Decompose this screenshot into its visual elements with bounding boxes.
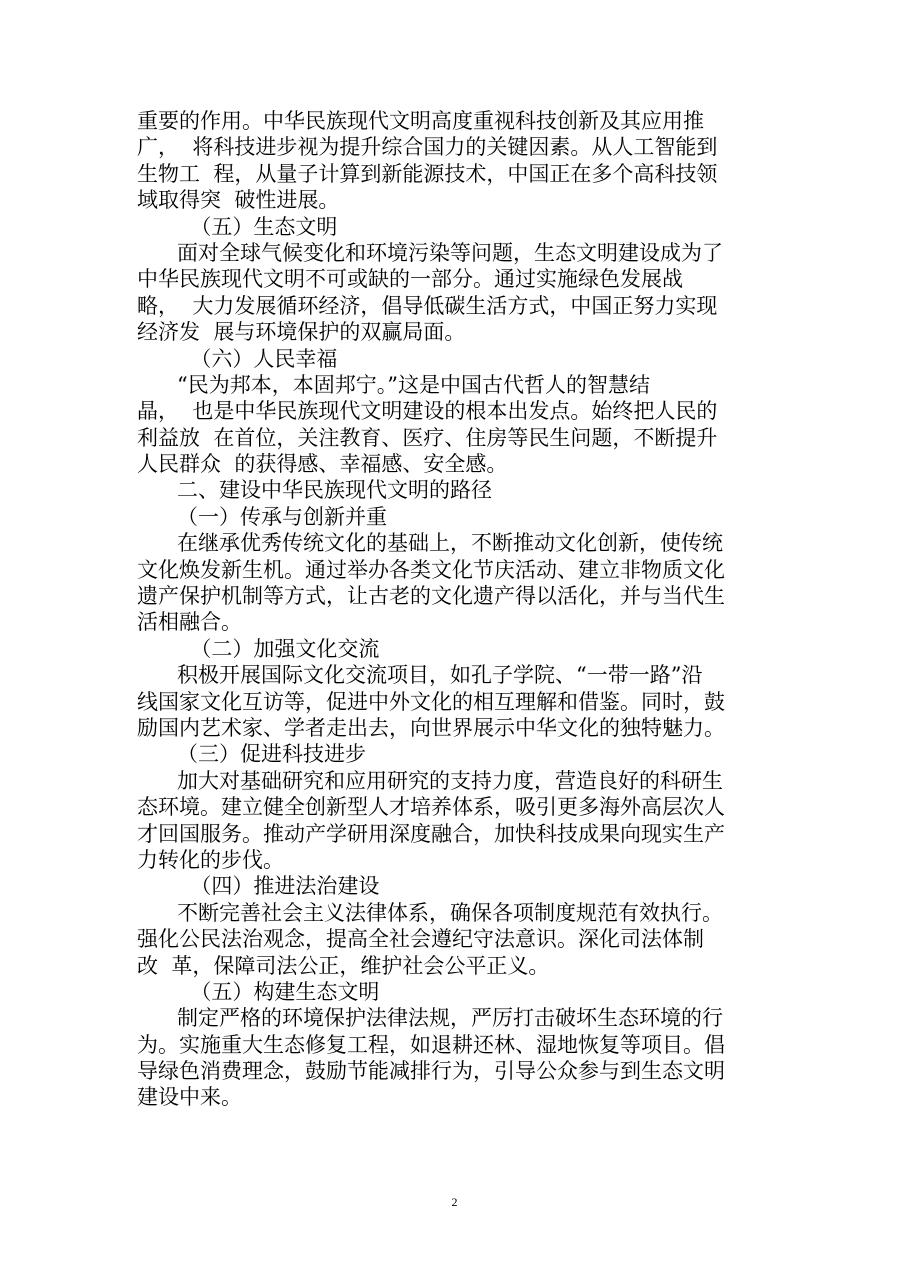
text-line: 中华民族现代文明不可或缺的一部分。通过实施绿色发展战 — [137, 267, 683, 292]
text-line: 态环境。建立健全创新型人才培养体系，吸引更多海外高层次人 — [137, 795, 725, 820]
text-line: 才回国服务。推动产学研用深度融合，加快科技成果向现实生产 — [137, 821, 725, 846]
section-heading: （五）构建生态文明 — [137, 979, 380, 1004]
text-line: 略， 大力发展循环经济，倡导低碳生活方式，中国正努力实现 — [137, 293, 718, 318]
text-line: 为。实施重大生态修复工程，如退耕还林、湿地恢复等项目。倡 — [137, 1032, 725, 1057]
text-line: 经济发 展与环境保护的双赢局面。 — [137, 320, 466, 345]
text-line: 广， 将科技进步视为提升综合国力的关键因素。从人工智能到 — [137, 135, 718, 160]
section-heading: （四）推进法治建设 — [137, 874, 380, 899]
text-line: 积极开展国际文化交流项目，如孔子学院、“一带一路”沿 — [137, 663, 703, 688]
text-line: 励国内艺术家、学者走出去，向世界展示中华文化的独特魅力。 — [137, 715, 725, 740]
text-line: 制定严格的环境保护法律法规，严厉打击破坏生态环境的行 — [137, 1006, 724, 1031]
text-line: 重要的作用。中华民族现代文明高度重视科技创新及其应用推 — [137, 109, 704, 133]
text-line: 强化公民法治观念，提高全社会遵纪守法意识。深化司法体制 — [137, 927, 704, 952]
text-line: 面对全球气候变化和环境污染等问题，生态文明建设成为了 — [137, 240, 724, 265]
text-line: 文化焕发新生机。通过举办各类文化节庆活动、建立非物质文化 — [137, 557, 725, 582]
text-line: 不断完善社会主义法律体系，确保各项制度规范有效执行。 — [137, 900, 724, 925]
section-heading: （一）传承与创新并重 — [137, 504, 388, 529]
text-line: 加大对基础研究和应用研究的支持力度，营造良好的科研生 — [137, 768, 724, 793]
text-line: 生物工 程，从量子计算到新能源技术，中国正在多个高科技领 — [137, 161, 718, 186]
text-line: 力转化的步伐。 — [137, 847, 284, 872]
text-line: 活相融合。 — [137, 610, 242, 635]
body-text — [137, 108, 777, 1111]
text-line: 域取得突 破性进展。 — [137, 188, 340, 213]
text-line: 改 革，保障司法公正，维护社会公平正义。 — [137, 953, 550, 978]
chapter-heading: 二、建设中华民族现代文明的路径 — [137, 478, 493, 503]
text-line: 晶， 也是中华民族现代文明建设的根本出发点。始终把人民的 — [137, 399, 718, 424]
text-line: 导绿色消费理念，鼓励节能减排行为，引导公众参与到生态文明 — [137, 1059, 725, 1084]
section-heading: （五）生态文明 — [137, 214, 338, 239]
section-heading: （二）加强文化交流 — [137, 636, 380, 661]
text-line: 线国家文化互访等，促进中外文化的相互理解和借鉴。同时，鼓 — [137, 689, 725, 714]
text-line: 在继承优秀传统文化的基础上，不断推动文化创新，使传统 — [137, 531, 724, 556]
text-line: “民为邦本，本固邦宁。”这是中国古代哲人的智慧结 — [137, 372, 651, 397]
section-heading: （六）人民幸福 — [137, 346, 338, 371]
text-line: 人民群众 的获得感、幸福感、安全感。 — [137, 452, 508, 477]
page-number: 2 — [451, 1195, 458, 1209]
text-line: 利益放 在首位，关注教育、医疗、住房等民生问题，不断提升 — [137, 425, 718, 450]
text-line: 建设中来。 — [137, 1085, 242, 1110]
section-heading: （三）促进科技进步 — [137, 742, 367, 767]
text-line: 遗产保护机制等方式，让古老的文化遗产得以活化，并与当代生 — [137, 584, 725, 609]
